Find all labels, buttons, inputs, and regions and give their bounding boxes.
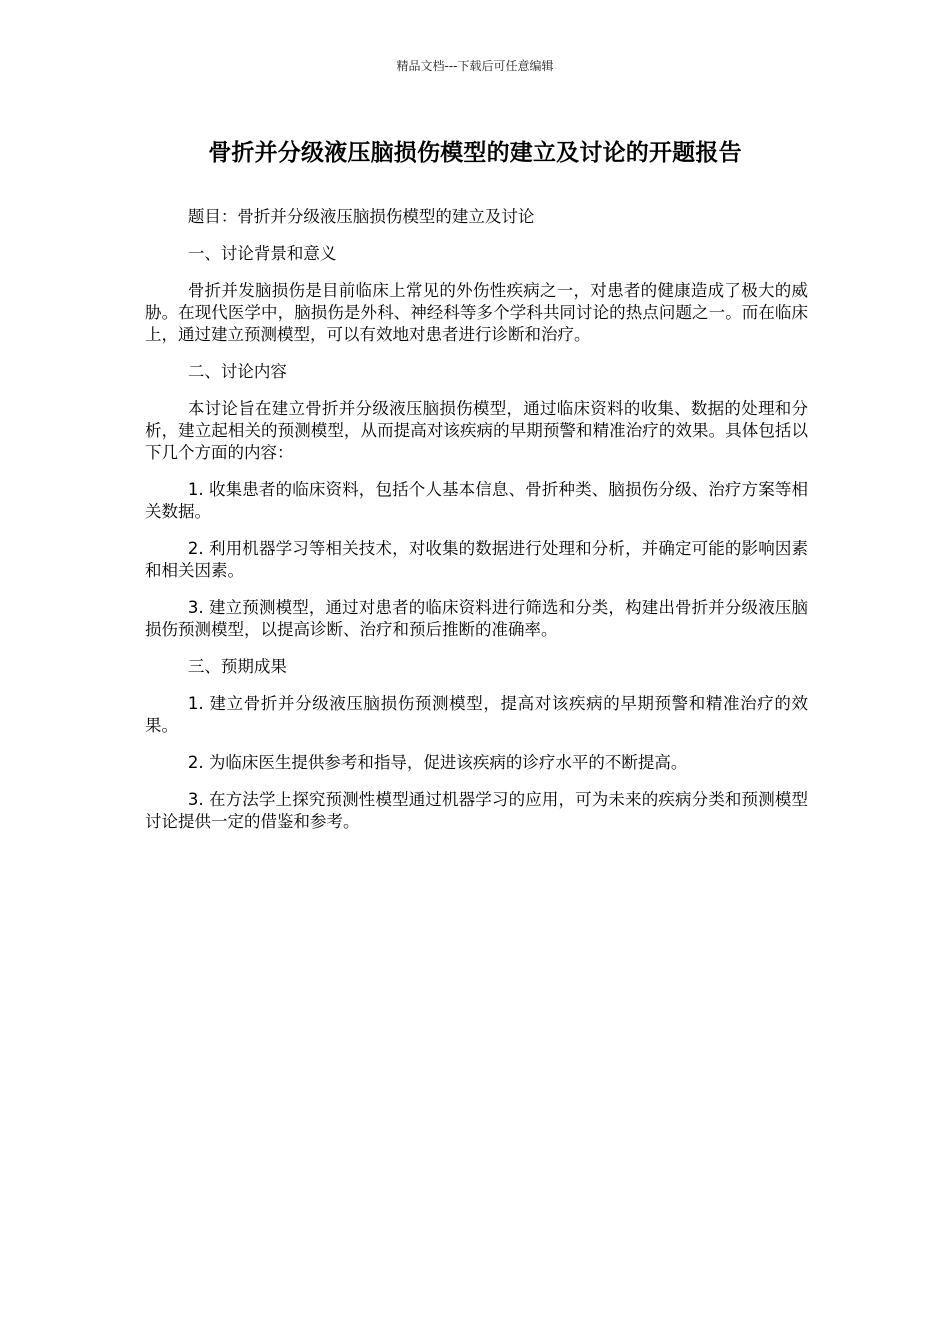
outcome-item-3: 3. 在方法学上探究预测性模型通过机器学习的应用，可为未来的疾病分类和预测模型讨论提供一定的借鉴和参考。 (145, 790, 808, 831)
background-paragraph: 骨折并发脑损伤是目前临床上常见的外伤性疾病之一，对患者的健康造成了极大的威胁。在现代医学中，脑损伤是外科、神经科等多个学科共同讨论的热点问题之一。而在临床上，通过建立预测模型，可以有效地对患者进行诊断和治疗。 (145, 281, 808, 344)
content-item-1: 1. 收集患者的临床资料，包括个人基本信息、骨折种类、脑损伤分级、治疗方案等相关数据。 (145, 480, 808, 521)
section-heading-outcomes: 三、预期成果 (187, 657, 287, 676)
document-title: 骨折并分级液压脑损伤模型的建立及讨论的开题报告 (208, 140, 742, 166)
document-body (145, 206, 808, 848)
section-heading-content: 二、讨论内容 (187, 362, 287, 381)
outcome-item-2: 2. 为临床医生提供参考和指导，促进该疾病的诊疗水平的不断提高。 (187, 753, 688, 772)
content-item-3: 3. 建立预测模型，通过对患者的临床资料进行筛选和分类，构建出骨折并分级液压脑损伤预测模型，以提高诊断、治疗和预后推断的准确率。 (145, 598, 808, 639)
section-heading-background: 一、讨论背景和意义 (187, 244, 337, 263)
subject-line: 题目：骨折并分级液压脑损伤模型的建立及讨论 (187, 207, 535, 226)
header-note: 精品文档---下载后可任意编辑 (396, 59, 554, 73)
outcome-item-1: 1. 建立骨折并分级液压脑损伤预测模型，提高对该疾病的早期预警和精准治疗的效果。 (145, 694, 808, 735)
content-item-2: 2. 利用机器学习等相关技术，对收集的数据进行处理和分析，并确定可能的影响因素和相关因素。 (145, 539, 808, 580)
content-paragraph: 本讨论旨在建立骨折并分级液压脑损伤模型，通过临床资料的收集、数据的处理和分析，建立起相关的预测模型，从而提高对该疾病的早期预警和精准治疗的效果。具体包括以下几个方面的内容： (145, 399, 808, 462)
